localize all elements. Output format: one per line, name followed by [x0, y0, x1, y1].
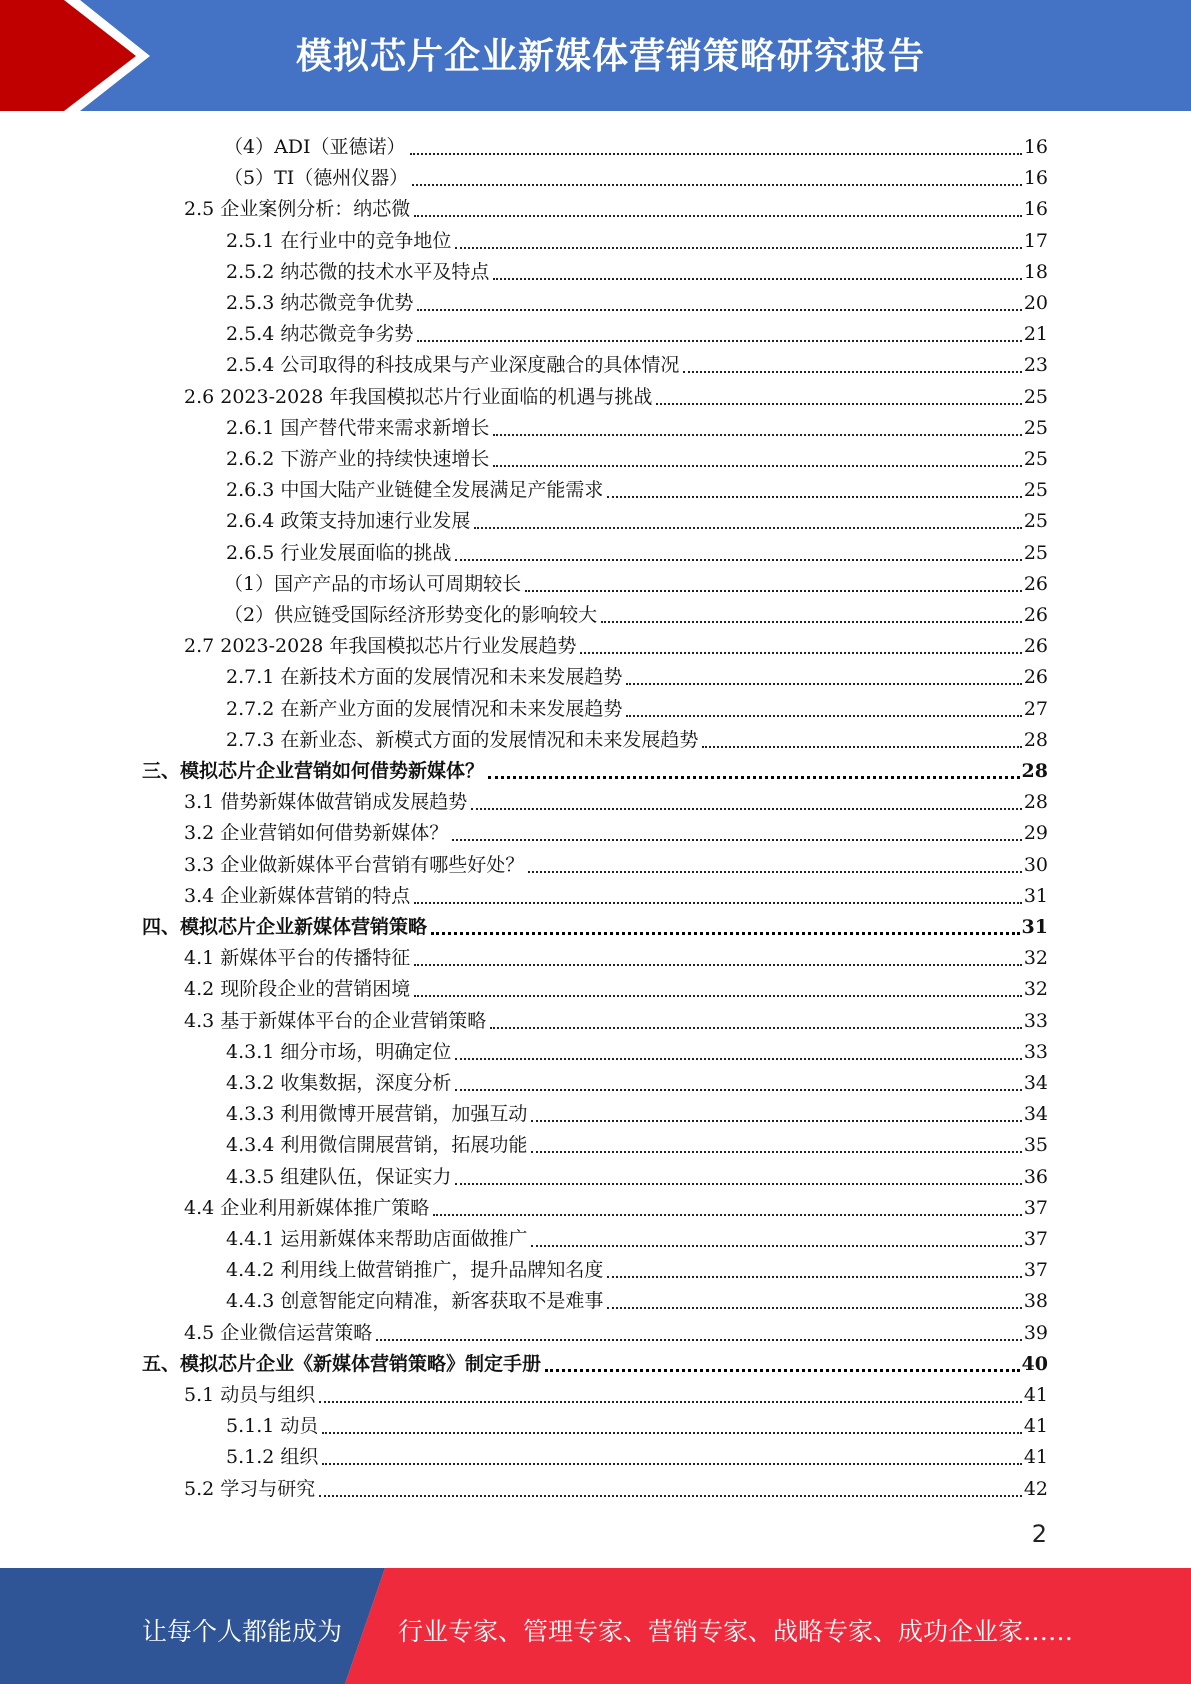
toc-dot-leader — [607, 1289, 1021, 1313]
toc-entry-label: 2.6.4 政策支持加速行业发展 — [226, 510, 471, 533]
toc-entry-page: 37 — [1023, 1228, 1048, 1250]
toc-entry[interactable] — [226, 409, 1048, 440]
toc-entry[interactable] — [224, 596, 1048, 627]
toc-entry-page: 39 — [1023, 1321, 1048, 1344]
toc-entry-label: 4.3 基于新媒体平台的企业营销策略 — [184, 1009, 487, 1032]
toc-entry-label: 2.7.2 在新产业方面的发展情况和未来发展趋势 — [226, 697, 623, 720]
toc-entry-label: 5.1.1 动员 — [226, 1415, 319, 1438]
toc-entry[interactable] — [142, 1345, 1048, 1376]
toc-entry[interactable] — [184, 1470, 1048, 1501]
toc-entry[interactable] — [226, 1407, 1048, 1438]
toc-entry[interactable] — [226, 1220, 1048, 1251]
toc-entry[interactable] — [226, 1251, 1048, 1282]
toc-entry-page: 29 — [1023, 822, 1048, 845]
toc-entry[interactable] — [224, 565, 1048, 596]
toc-entry[interactable] — [184, 1376, 1048, 1407]
toc-entry-page: 25 — [1023, 479, 1048, 502]
toc-entry-label: 四、模拟芯片企业新媒体营销策略 — [142, 916, 428, 938]
toc-entry-page: 25 — [1023, 385, 1048, 408]
toc-entry[interactable] — [226, 1126, 1048, 1157]
toc-dot-leader — [607, 1258, 1021, 1282]
toc-dot-leader — [414, 884, 1022, 908]
toc-dot-leader — [531, 1133, 1021, 1157]
toc-entry[interactable] — [224, 159, 1048, 190]
toc-entry-label: 4.1 新媒体平台的传播特征 — [184, 947, 411, 970]
toc-entry-page: 42 — [1023, 1477, 1048, 1500]
toc-dot-leader — [455, 1071, 1021, 1095]
toc-entry-page: 23 — [1023, 354, 1048, 377]
toc-dot-leader — [531, 1227, 1021, 1251]
toc-dot-leader — [452, 821, 1022, 845]
toc-entry-label: （4）ADI（亚德诺） — [224, 136, 406, 158]
toc-entry-page: 21 — [1023, 323, 1048, 346]
toc-entry-label: 3.2 企业营销如何借势新媒体？ — [184, 822, 449, 845]
toc-entry-label: 4.2 现阶段企业的营销困境 — [184, 978, 411, 1001]
toc-dot-leader — [417, 322, 1021, 346]
toc-entry-label: 4.4.3 创意智能定向精准，新客获取不是难事 — [226, 1290, 604, 1313]
toc-entry[interactable] — [184, 939, 1048, 970]
toc-entry-label: 4.4 企业利用新媒体推广策略 — [184, 1196, 430, 1219]
toc-dot-leader — [322, 1445, 1021, 1469]
toc-entry[interactable] — [226, 1095, 1048, 1126]
toc-entry-page: 37 — [1023, 1259, 1048, 1282]
toc-dot-leader — [474, 509, 1021, 533]
toc-dot-leader — [683, 353, 1021, 377]
toc-entry[interactable] — [184, 877, 1048, 908]
toc-entry-label: 2.5.4 纳芯微竞争劣势 — [226, 323, 414, 346]
toc-entry-label: 2.6.1 国产替代带来需求新增长 — [226, 416, 490, 439]
toc-entry[interactable] — [226, 690, 1048, 721]
toc-entry-label: 2.5.3 纳芯微竞争优势 — [226, 292, 414, 314]
toc-dot-leader — [414, 946, 1022, 970]
toc-entry-label: 2.6.2 下游产业的持续快速增长 — [226, 448, 490, 470]
toc-entry-label: 3.4 企业新媒体营销的特点 — [184, 884, 411, 907]
toc-dot-leader — [414, 977, 1022, 1001]
toc-entry-page: 41 — [1023, 1446, 1048, 1469]
toc-entry-page: 34 — [1023, 1103, 1048, 1126]
toc-entry-label: 2.6 2023-2028 年我国模拟芯片行业面临的机遇与挑战 — [184, 385, 653, 408]
toc-entry-label: 2.7.1 在新技术方面的发展情况和未来发展趋势 — [226, 666, 623, 689]
footer-slogan-left: 让每个人都能成为 — [142, 1617, 343, 1646]
toc-dot-leader — [414, 197, 1022, 221]
toc-dot-leader — [412, 166, 1022, 190]
toc-entry[interactable] — [226, 721, 1048, 752]
toc-dot-leader — [493, 416, 1021, 440]
toc-dot-leader — [410, 135, 1022, 159]
toc-dot-leader — [433, 1196, 1022, 1220]
toc-dot-leader — [455, 229, 1021, 253]
toc-dot-leader — [607, 478, 1021, 502]
toc-entry-page: 25 — [1023, 416, 1048, 439]
toc-dot-leader — [455, 1040, 1021, 1064]
toc-entry-page: 34 — [1023, 1072, 1048, 1094]
toc-entry-label: 4.4.2 利用线上做营销推广，提升品牌知名度 — [226, 1259, 604, 1282]
toc-dot-leader — [626, 665, 1021, 689]
toc-entry[interactable] — [184, 846, 1048, 877]
toc-dot-leader — [601, 603, 1022, 627]
toc-dot-leader — [545, 1352, 1020, 1376]
toc-dot-leader — [417, 291, 1021, 315]
toc-entry-page: 28 — [1023, 791, 1048, 814]
toc-entry-page: 36 — [1023, 1165, 1048, 1188]
toc-entry-page: 33 — [1023, 1009, 1048, 1032]
toc-entry-page: 32 — [1023, 947, 1048, 970]
toc-entry-label: 4.4.1 运用新媒体来帮助店面做推广 — [226, 1228, 528, 1250]
toc-entry-label: （2）供应链受国际经济形势变化的影响较大 — [224, 604, 598, 626]
toc-entry-label: 2.5.1 在行业中的竞争地位 — [226, 229, 452, 252]
toc-entry-page: 20 — [1023, 292, 1048, 314]
toc-entry[interactable] — [226, 534, 1048, 565]
toc-dot-leader — [580, 634, 1021, 658]
toc-entry[interactable] — [184, 1002, 1048, 1033]
toc-entry[interactable] — [226, 284, 1048, 315]
toc-entry[interactable] — [184, 378, 1048, 409]
toc-entry[interactable] — [224, 128, 1048, 159]
toc-entry-page: 41 — [1023, 1384, 1048, 1406]
toc-entry-page: 25 — [1023, 448, 1048, 470]
toc-entry[interactable] — [226, 471, 1048, 502]
toc-dot-leader — [525, 572, 1022, 596]
toc-entry-page: 26 — [1023, 635, 1048, 658]
toc-entry[interactable] — [184, 1189, 1048, 1220]
toc-entry[interactable] — [226, 222, 1048, 253]
toc-entry-page: 35 — [1023, 1134, 1048, 1157]
toc-dot-leader — [455, 541, 1021, 565]
toc-entry-label: 4.3.5 组建队伍，保证实力 — [226, 1165, 452, 1188]
toc-entry-label: 3.3 企业做新媒体平台营销有哪些好处？ — [184, 853, 525, 876]
footer-slogan-right: 行业专家、管理专家、营销专家、战略专家、成功企业家…… — [398, 1617, 1074, 1646]
toc-entry-label: 4.3.2 收集数据，深度分析 — [226, 1072, 452, 1094]
toc-entry-page: 16 — [1023, 198, 1048, 221]
toc-entry-page: 31 — [1023, 884, 1048, 907]
toc-dot-leader — [319, 1383, 1022, 1407]
toc-dot-leader — [488, 759, 1020, 783]
toc-entry-page: 28 — [1021, 760, 1048, 782]
toc-entry-label: 三、模拟芯片企业营销如何借势新媒体？ — [142, 760, 485, 782]
toc-entry-label: 4.3.1 细分市场，明确定位 — [226, 1040, 452, 1063]
toc-entry-page: 32 — [1023, 978, 1048, 1001]
toc-dot-leader — [493, 447, 1021, 471]
toc-entry-page: 41 — [1023, 1415, 1048, 1438]
toc-entry-page: 26 — [1023, 666, 1048, 689]
toc-entry[interactable] — [226, 1438, 1048, 1469]
toc-dot-leader — [531, 1102, 1021, 1126]
toc-entry-page: 38 — [1023, 1290, 1048, 1313]
toc-entry[interactable] — [184, 783, 1048, 814]
toc-dot-leader — [656, 385, 1021, 409]
toc-entry[interactable] — [184, 814, 1048, 845]
toc-entry[interactable] — [226, 315, 1048, 346]
toc-dot-leader — [490, 1009, 1022, 1033]
toc-entry-page: 30 — [1023, 853, 1048, 876]
toc-entry-page: 28 — [1023, 728, 1048, 751]
toc-entry-page: 25 — [1023, 510, 1048, 533]
toc-entry-page: 25 — [1023, 541, 1048, 564]
toc-entry-label: 5.1 动员与组织 — [184, 1384, 316, 1406]
toc-entry-label: 2.7.3 在新业态、新模式方面的发展情况和未来发展趋势 — [226, 728, 699, 751]
toc-entry[interactable] — [142, 752, 1048, 783]
toc-entry-label: 5.1.2 组织 — [226, 1446, 319, 1469]
toc-entry-page: 26 — [1023, 572, 1048, 595]
toc-entry[interactable] — [142, 908, 1048, 939]
toc-entry-label: 五、模拟芯片企业《新媒体营销策略》制定手册 — [142, 1352, 542, 1375]
toc-entry-label: 2.6.3 中国大陆产业链健全发展满足产能需求 — [226, 479, 604, 502]
toc-entry-page: 18 — [1023, 260, 1048, 283]
toc-dot-leader — [493, 260, 1021, 284]
toc-entry[interactable] — [226, 253, 1048, 284]
toc-entry-page: 27 — [1023, 697, 1048, 720]
report-title: 模拟芯片企业新媒体营销策略研究报告 — [296, 36, 926, 77]
toc-entry[interactable] — [184, 1314, 1048, 1345]
toc-entry-label: 2.5 企业案例分析：纳芯微 — [184, 198, 411, 221]
toc-entry-label: 5.2 学习与研究 — [184, 1477, 316, 1500]
toc-entry[interactable] — [226, 1282, 1048, 1313]
toc-entry-page: 26 — [1023, 604, 1048, 626]
toc-entry[interactable] — [226, 502, 1048, 533]
toc-entry-label: 4.3.4 利用微信開展营销，拓展功能 — [226, 1134, 528, 1157]
toc-entry-page: 31 — [1021, 916, 1048, 938]
toc-dot-leader — [626, 697, 1021, 721]
toc-entry-label: （5）TI（德州仪器） — [224, 167, 409, 190]
toc-dot-leader — [376, 1321, 1022, 1345]
toc-entry[interactable] — [226, 1158, 1048, 1189]
toc-entry[interactable] — [226, 1033, 1048, 1064]
toc-dot-leader — [322, 1414, 1021, 1438]
page-header — [0, 0, 1191, 111]
toc-entry-label: （1）国产产品的市场认可周期较长 — [224, 572, 522, 595]
toc-entry[interactable] — [226, 1064, 1048, 1095]
toc-entry-page: 17 — [1023, 229, 1048, 252]
toc-dot-leader — [528, 853, 1022, 877]
toc-entry-page: 40 — [1021, 1352, 1048, 1375]
toc-entry[interactable] — [184, 627, 1048, 658]
toc-entry-label: 2.7 2023-2028 年我国模拟芯片行业发展趋势 — [184, 635, 577, 658]
toc-entry-label: 2.5.2 纳芯微的技术水平及特点 — [226, 260, 490, 283]
toc-entry[interactable] — [184, 190, 1048, 221]
toc-entry-label: 3.1 借势新媒体做营销成发展趋势 — [184, 791, 468, 814]
toc-dot-leader — [471, 790, 1022, 814]
page-number: 2 — [1031, 1520, 1047, 1548]
toc-entry[interactable] — [226, 346, 1048, 377]
toc-entry-page: 37 — [1023, 1196, 1048, 1219]
toc-entry-label: 2.6.5 行业发展面临的挑战 — [226, 541, 452, 564]
toc-entry-label: 4.3.3 利用微博开展营销，加强互动 — [226, 1103, 528, 1126]
toc-entry[interactable] — [226, 658, 1048, 689]
toc-dot-leader — [431, 915, 1020, 939]
toc-entry-label: 2.5.4 公司取得的科技成果与产业深度融合的具体情况 — [226, 354, 680, 377]
toc-entry-page: 16 — [1023, 136, 1048, 158]
page-footer — [0, 1568, 1191, 1684]
toc-dot-leader — [455, 1165, 1021, 1189]
toc-entry-label: 4.5 企业微信运营策略 — [184, 1321, 373, 1344]
toc-dot-leader — [319, 1477, 1022, 1501]
toc-entry[interactable] — [184, 970, 1048, 1001]
toc-entry-page: 33 — [1023, 1040, 1048, 1063]
toc-entry[interactable] — [226, 440, 1048, 471]
toc-entry-page: 16 — [1023, 167, 1048, 190]
toc-dot-leader — [702, 728, 1021, 752]
